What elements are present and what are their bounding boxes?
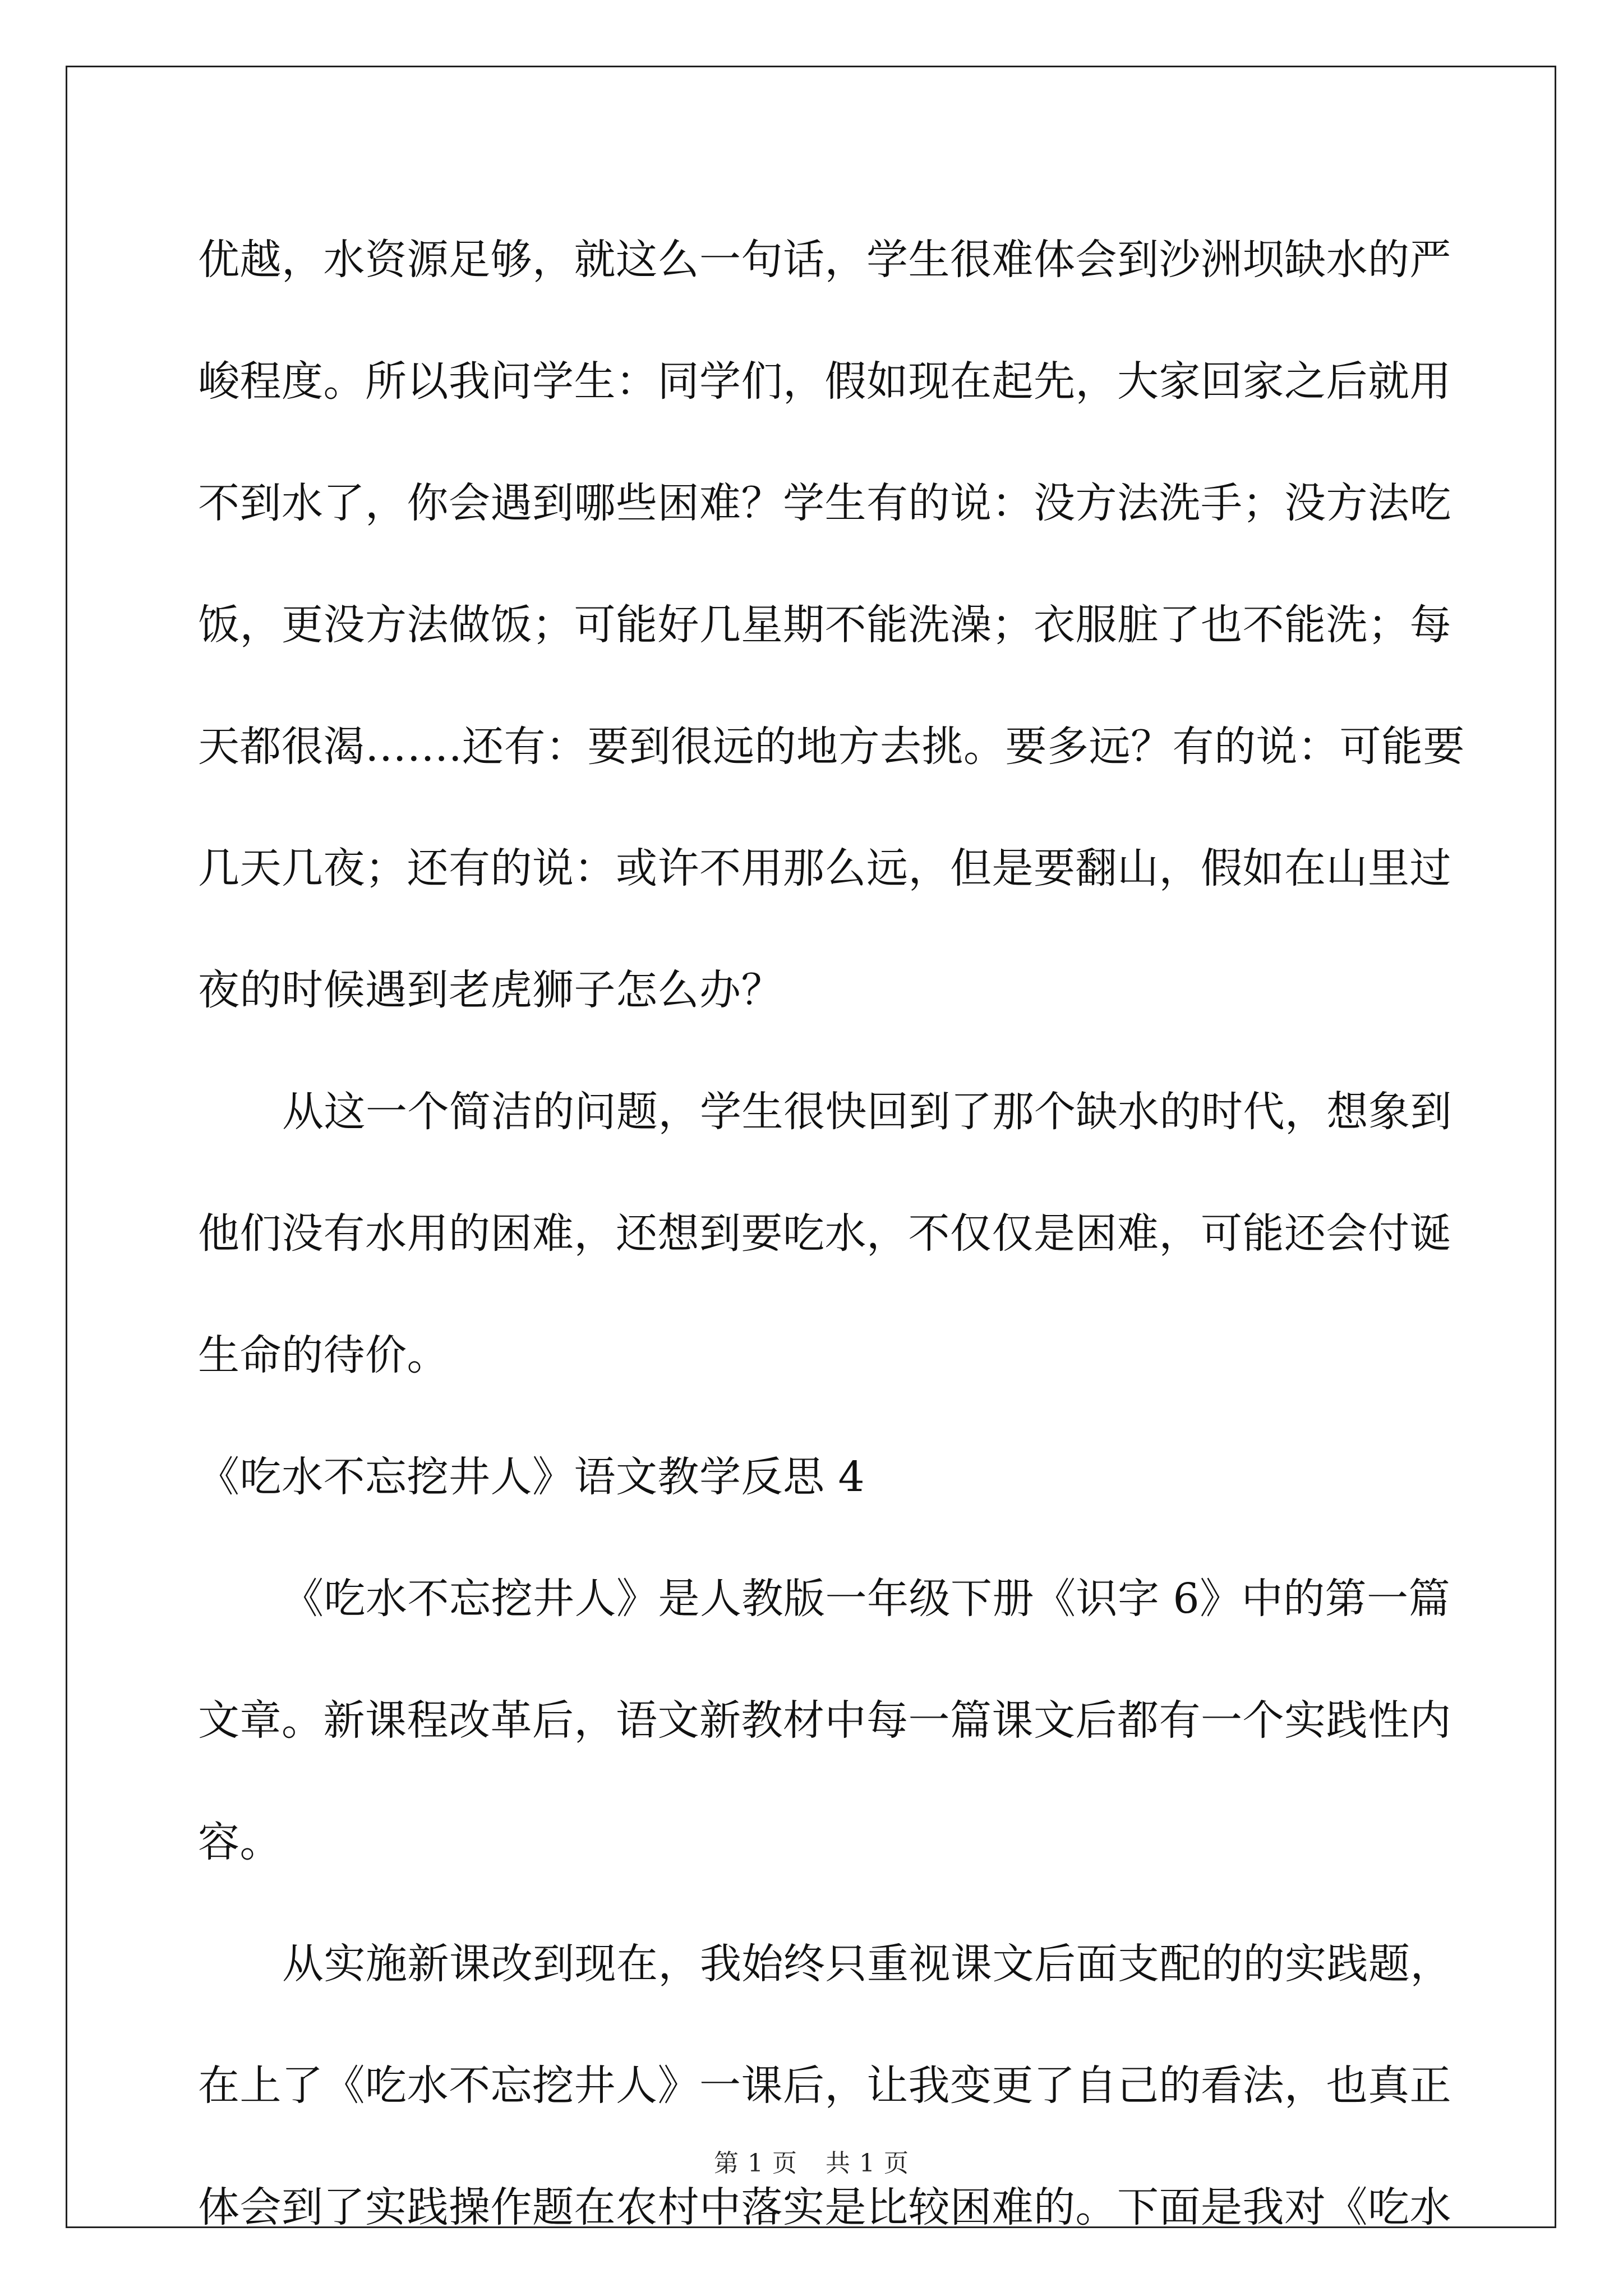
text-line: 生命的待价。 <box>198 1331 449 1379</box>
text-line: 体会到了实践操作题在农村中落实是比较困难的。下面是我对《吃水 <box>198 2183 1451 2231</box>
page-footer <box>0 2143 1623 2179</box>
text-line: 优越，水资源足够，就这么一句话，学生很难体会到沙洲坝缺水的严 <box>198 236 1451 284</box>
text-line: 他们没有水用的困难，还想到要吃水，不仅仅是困难，可能还会付诞 <box>198 1209 1451 1258</box>
text-line: 夜的时候遇到老虎狮子怎么办？ <box>198 966 783 1014</box>
text-line: 文章。新课程改革后，语文新教材中每一篇课文后都有一个实践性内 <box>198 1696 1451 1745</box>
text-line: 峻程度。所以我问学生：同学们，假如现在起先，大家回家之后就用 <box>198 357 1451 406</box>
text-line: 从实施新课改到现在，我始终只重视课文后面支配的的实践题， <box>282 1940 1452 1988</box>
text-line: 在上了《吃水不忘挖井人》一课后，让我变更了自己的看法，也真正 <box>198 2062 1451 2110</box>
text-line: 天都很渴…….还有：要到很远的地方去挑。要多远？有的说：可能要 <box>198 723 1465 771</box>
section-heading: 《吃水不忘挖井人》语文教学反思 4 <box>198 1453 865 1501</box>
text-line: 饭，更没方法做饭；可能好几星期不能洗澡；衣服脏了也不能洗；每 <box>198 601 1451 649</box>
text-line: 几天几夜；还有的说：或许不用那么远，但是要翻山，假如在山里过 <box>198 844 1451 892</box>
text-line: 容。 <box>198 1818 282 1866</box>
document-body <box>198 199 1465 2269</box>
page-total: 共 1 页 <box>826 2149 909 2178</box>
text-line: 不到水了，你会遇到哪些困难？学生有的说：没方法洗手；没方法吃 <box>198 479 1451 527</box>
page-number: 第 1 页 <box>714 2149 797 2178</box>
text-line: 从这一个简洁的问题，学生很快回到了那个缺水的时代，想象到 <box>282 1088 1452 1136</box>
text-line: 《吃水不忘挖井人》是人教版一年级下册《识字 6》中的第一篇 <box>282 1575 1451 1623</box>
